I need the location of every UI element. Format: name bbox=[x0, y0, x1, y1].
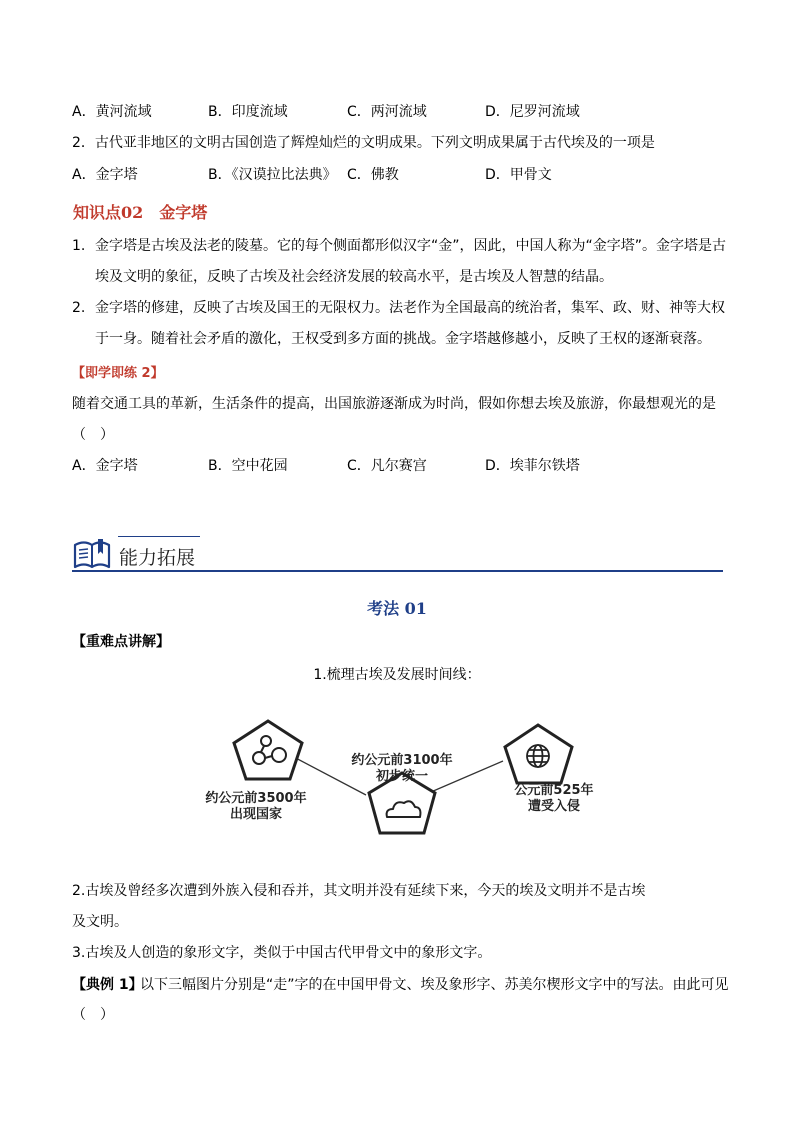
timeline-right-date: 公元前525年 bbox=[514, 783, 594, 798]
timeline-middle-label bbox=[332, 753, 472, 785]
practice-option-d: D．埃菲尔铁塔 bbox=[485, 458, 580, 474]
practice-stem-line1: 随着交通工具的革新，生活条件的提高，出国旅游逐渐成为时尚，假如你想去埃及旅游，你最想观光的是 bbox=[72, 396, 716, 412]
kp-item-1-line1: 金字塔是古埃及法老的陵墓。它的每个侧面都形似汉字“金”，因此，中国人称为“金字塔”。金字塔是古 bbox=[95, 238, 727, 254]
practice-option-b: B．空中花园 bbox=[208, 458, 288, 474]
practice-option-a: A．金字塔 bbox=[72, 458, 138, 474]
timeline-right-label bbox=[484, 783, 624, 815]
q2-option-b: B．《汉谟拉比法典》 bbox=[208, 167, 337, 183]
section-title: 能力拓展 bbox=[119, 547, 196, 569]
key-points-label: 【重难点讲解】 bbox=[72, 634, 170, 650]
kp-item-2-line1: 金字塔的修建，反映了古埃及国王的无限权力。法老作为全国最高的统治者，集军、政、财、神等大权 bbox=[95, 300, 725, 316]
point-2-line1: 2.古埃及曾经多次遭到外族入侵和吞并，其文明并没有延续下来，今天的埃及文明并不是古埃 bbox=[72, 883, 646, 899]
q1-option-b: B．印度流域 bbox=[208, 104, 288, 120]
kp-item-2-number: 2. bbox=[72, 300, 86, 316]
timeline-left-date: 约公元前3500年 bbox=[205, 791, 307, 806]
book-icon bbox=[72, 535, 112, 575]
example-stem-line2: （ ） bbox=[72, 1007, 114, 1023]
practice-label: 【即学即练 2】 bbox=[72, 366, 164, 381]
knowledge-point-title: 知识点02 金字塔 bbox=[73, 203, 208, 222]
example-stem-line1: 以下三幅图片分别是“走”字的在中国甲骨文、埃及象形字、苏美尔楔形文字中的写法。由此可见 bbox=[140, 977, 729, 993]
kp-item-1-number: 1. bbox=[72, 238, 86, 254]
point-3: 3.古埃及人创造的象形文字，类似于中国古代甲骨文中的象形文字。 bbox=[72, 945, 492, 961]
q2-option-a: A．金字塔 bbox=[72, 167, 138, 183]
kp-item-2-line2: 于一身。随着社会矛盾的激化，王权受到多方面的挑战。金字塔越修越小，反映了王权的逐渐衰落。 bbox=[95, 331, 711, 347]
practice-option-c: C．凡尔赛宫 bbox=[347, 458, 427, 474]
timeline-middle-date: 约公元前3100年 bbox=[351, 753, 453, 768]
q2-option-c: C．佛教 bbox=[347, 167, 399, 183]
timeline-left-label bbox=[186, 791, 326, 823]
kaofa-title: 考法 01 bbox=[367, 599, 427, 618]
example-label: 【典例 1】 bbox=[72, 977, 143, 993]
q2-option-d: D．甲骨文 bbox=[485, 167, 552, 183]
left-pentagon bbox=[234, 721, 302, 779]
q1-option-c: C．两河流域 bbox=[347, 104, 427, 120]
kp-item-1-line2: 埃及文明的象征，反映了古埃及社会经济发展的较高水平，是古埃及人智慧的结晶。 bbox=[95, 269, 613, 285]
right-pentagon bbox=[505, 725, 572, 783]
q2-stem: 2．古代亚非地区的文明古国创造了辉煌灿烂的文明成果。下列文明成果属于古代埃及的一项是 bbox=[72, 135, 655, 151]
point-2-line2: 及文明。 bbox=[72, 914, 128, 930]
timeline-caption: 1.梳理古埃及发展时间线： bbox=[313, 667, 481, 683]
section-divider bbox=[72, 570, 723, 572]
q1-option-a: A．黄河流域 bbox=[72, 104, 152, 120]
timeline-middle-event: 初步统一 bbox=[375, 769, 428, 784]
timeline-left-event: 出现国家 bbox=[229, 807, 282, 822]
section-title-overline bbox=[118, 536, 200, 537]
timeline-right-event: 遭受入侵 bbox=[527, 799, 580, 814]
q1-option-d: D．尼罗河流域 bbox=[485, 104, 580, 120]
practice-stem-line2: （ ） bbox=[72, 427, 114, 443]
